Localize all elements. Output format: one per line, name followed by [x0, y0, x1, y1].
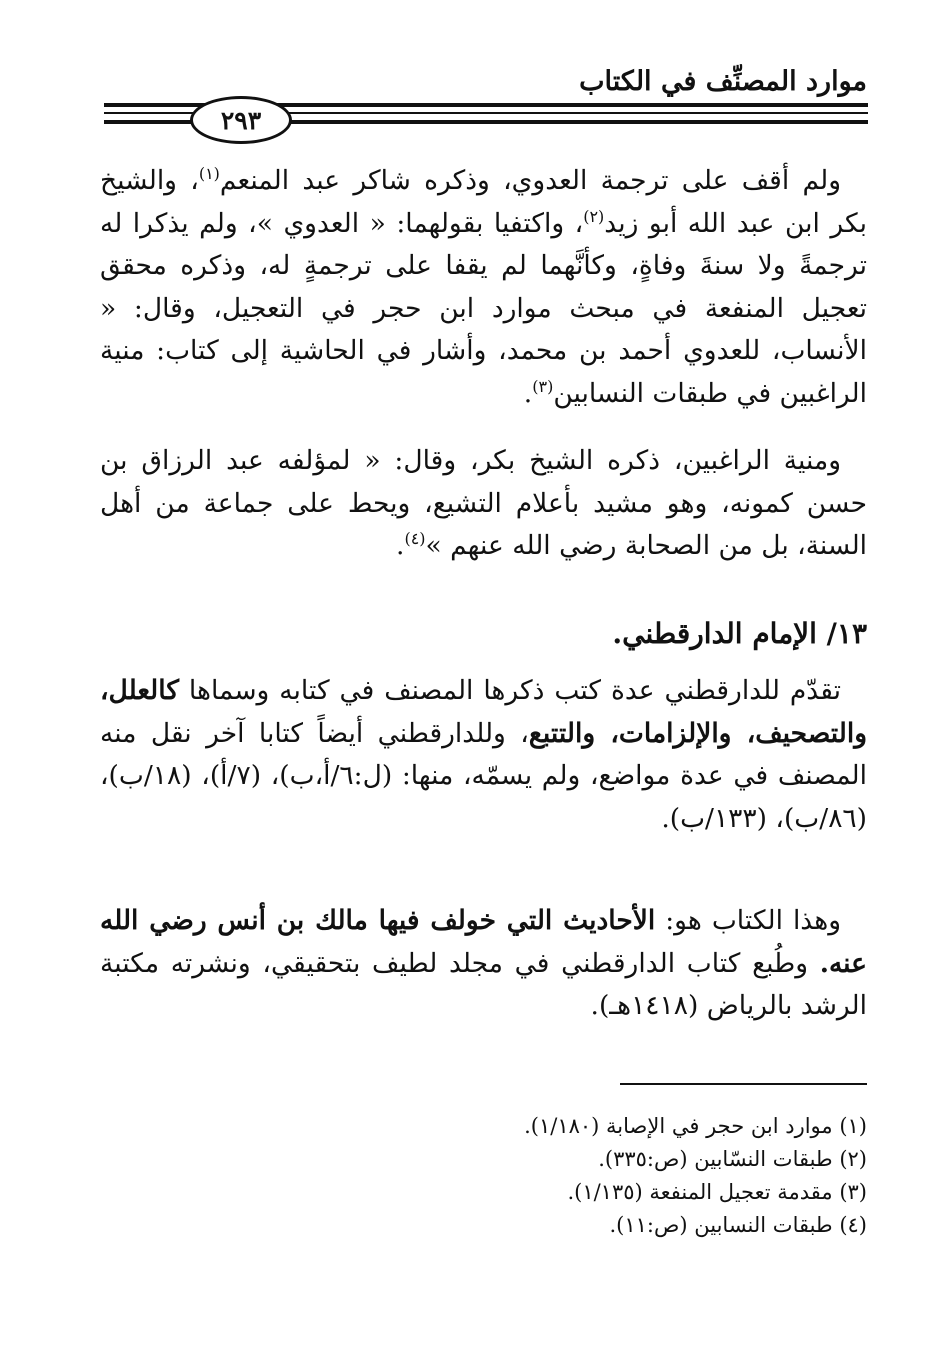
page-number: ٢٩٣	[190, 96, 292, 144]
paragraph-3: تقدّم للدارقطني عدة كتب ذكرها المصنف في كتابه وسماها كالعلل، والتصحيف، والإلزامات، والتتبع، وللدارقطني أيضاً كتابا آخر نقل منه المصنف في عدة مواضع، ولم يسمّه، منها: (ل:٦/أ،ب)، (٧/أ)، (١٨/ب)، (٨٦/ب)، (١٣٣/ب).	[100, 675, 867, 834]
footnote-4: (٤) طبقات النسابين (ص:١١).	[609, 1213, 867, 1237]
footnote-2: (٢) طبقات النسّابين (ص:٣٣٥).	[598, 1147, 867, 1171]
paragraph-4: وهذا الكتاب هو: الأحاديث التي خولف فيها مالك بن أنس رضي الله عنه. وطُبع كتاب الدارقطني في مجلد لطيف بتحقيقي، ونشرته مكتبة الرشد بالرياض (١٤١٨هـ).	[100, 905, 867, 1021]
footnote-1: (١) موارد ابن حجر في الإصابة (١/١٨٠).	[524, 1114, 867, 1138]
footnote-ref-2: (٢)	[583, 206, 605, 226]
footnote-ref-1: (١)	[198, 164, 220, 184]
footnote-3: (٣) مقدمة تعجيل المنفعة (١/١٣٥).	[567, 1180, 867, 1204]
paragraph-1: ولم أقف على ترجمة العدوي، وذكره شاكر عبد المنعم$^{(١)}$، والشيخ بكر ابن عبد الله أبو زيد$^{(٢)}$، واكتفيا بقولهما: « العدوي »، ولم يذكرا له ترجمةً ولا سنةَ وفاةٍ، وكأنَّهما لم يقفا على ترجمةٍ له، وذكره محقق تعجيل المنفعة في مبحث موارد ابن حجر في التعجيل، وقال: « الأنساب، للعدوي أحمد بن محمد، وأشار في الحاشية إلى كتاب: منية الراغبين في طبقات النسابين$^{(٣)}$.	[100, 164, 867, 409]
footnote-separator	[620, 1083, 867, 1085]
bold-book-titles: كالعلل، والتصحيف، والإلزامات، والتتبع	[100, 675, 867, 749]
footnote-ref-4: (٤)	[404, 529, 426, 549]
section-heading: ١٣/ الإمام الدارقطني.	[612, 617, 867, 650]
paragraph-2: ومنية الراغبين، ذكره الشيخ بكر، وقال: « لمؤلفه عبد الرزاق بن حسن كمونه، وهو مشيد بأعلام التشيع، ويحط على جماعة من أهل السنة، بل من الصحابة رضي الله عنهم »$^{(٤)}$.	[100, 445, 867, 561]
footnotes	[100, 1110, 867, 1242]
bold-book-title: الأحاديث التي خولف فيها مالك بن أنس رضي الله عنه.	[100, 905, 867, 979]
running-title: موارد المصنِّف في الكتاب	[579, 66, 867, 97]
footnote-ref-3: (٣)	[532, 376, 554, 396]
